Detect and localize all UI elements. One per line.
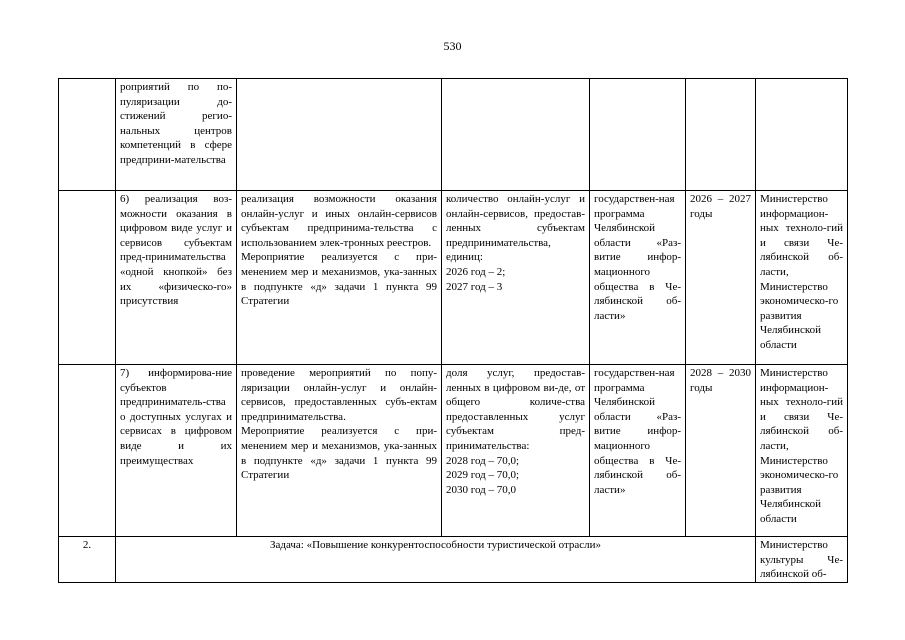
period-cell [686, 79, 756, 191]
page-number: 530 [443, 39, 462, 53]
responsible-cell: Министерство информацион-ных техноло-гий и связи Че-лябинской об-ласти, Министерство экономическо-го развития Челябинской области [756, 191, 848, 365]
period-cell: 2028 – 2030 годы [686, 365, 756, 537]
period-cell: 2026 – 2027 годы [686, 191, 756, 365]
indicator-value: 2026 год – 2; [446, 265, 506, 278]
table-row [59, 365, 848, 537]
content-paragraph: Мероприятие реализуется с при-менением мер и механизмов, ука-занных в подпункте «д» задачи 1 пункта 99 Стратегии [241, 425, 437, 482]
program-cell: государствен-ная программа Челябинской области «Раз-витие инфор-мационного общества в Че-лябинской об-ласти» [590, 191, 686, 365]
row-number-cell [59, 191, 116, 365]
row-number-cell [59, 365, 116, 537]
content-paragraph: Мероприятие реализуется с при-менением мер и механизмов, ука-занных в подпункте «д» задачи 1 пункта 99 Стратегии [241, 251, 437, 308]
strategy-measures-table [58, 78, 848, 583]
indicator-cell [442, 365, 590, 537]
measure-cell: 7) информирова-ние субъектов предприниматель-ства о доступных услугах и сервисах в цифровом виде и их преимуществах [116, 365, 237, 537]
responsible-cell [756, 79, 848, 191]
program-cell [590, 79, 686, 191]
indicator-text: доля услуг, предостав-ленных в цифровом ви-де, от общего количе-ства предоставленных услуг субъектам пред-принимательства: [446, 367, 585, 452]
program-cell: государствен-ная программа Челябинской области «Раз-витие инфор-мационного общества в Че-лябинской об-ласти» [590, 365, 686, 537]
responsible-cell: Министерство культуры Че-лябинской об- [756, 537, 848, 583]
content-paragraph: реализация возможности оказания онлайн-услуг и иных онлайн-сервисов субъектам предпринима-тельства с использованием элек-тронных реестров. [241, 193, 437, 249]
content-cell [237, 191, 442, 365]
content-cell [237, 79, 442, 191]
indicator-value: 2030 год – 70,0 [446, 483, 517, 496]
measure-cell: 6) реализация воз-можности оказания в цифровом виде услуг и сервисов субъектам пред-принимательства «одной кнопкой» без их «физическо-го» присутствия [116, 191, 237, 365]
indicator-cell [442, 79, 590, 191]
indicator-value: 2027 год – 3 [446, 280, 503, 293]
row-number-cell [59, 79, 116, 191]
content-paragraph: проведение мероприятий по попу-ляризации онлайн-услуг и онлайн-сервисов, предоставленных субъ-ектам предпринимательства. [241, 367, 437, 423]
task-title-cell: Задача: «Повышение конкурентоспособности туристической отрасли» [116, 537, 756, 583]
indicator-text: количество онлайн-услуг и онлайн-сервисов, предостав-ленных субъектам предпринимательства, единиц: [446, 193, 585, 264]
table-row [59, 191, 848, 365]
indicator-cell [442, 191, 590, 365]
indicator-value: 2029 год – 70,0; [446, 469, 520, 482]
content-cell [237, 365, 442, 537]
table-row [59, 79, 848, 191]
indicator-value: 2028 год – 70,0; [446, 454, 520, 467]
measure-cell: роприятий по по-пуляризации до-стижений регио-нальных центров компетенций в сфере предприни-мательства [116, 79, 237, 191]
row-number-cell: 2. [59, 537, 116, 583]
responsible-cell: Министерство информацион-ных техноло-гий и связи Че-лябинской об-ласти, Министерство экономическо-го развития Челябинской области [756, 365, 848, 537]
task-row [59, 537, 848, 583]
